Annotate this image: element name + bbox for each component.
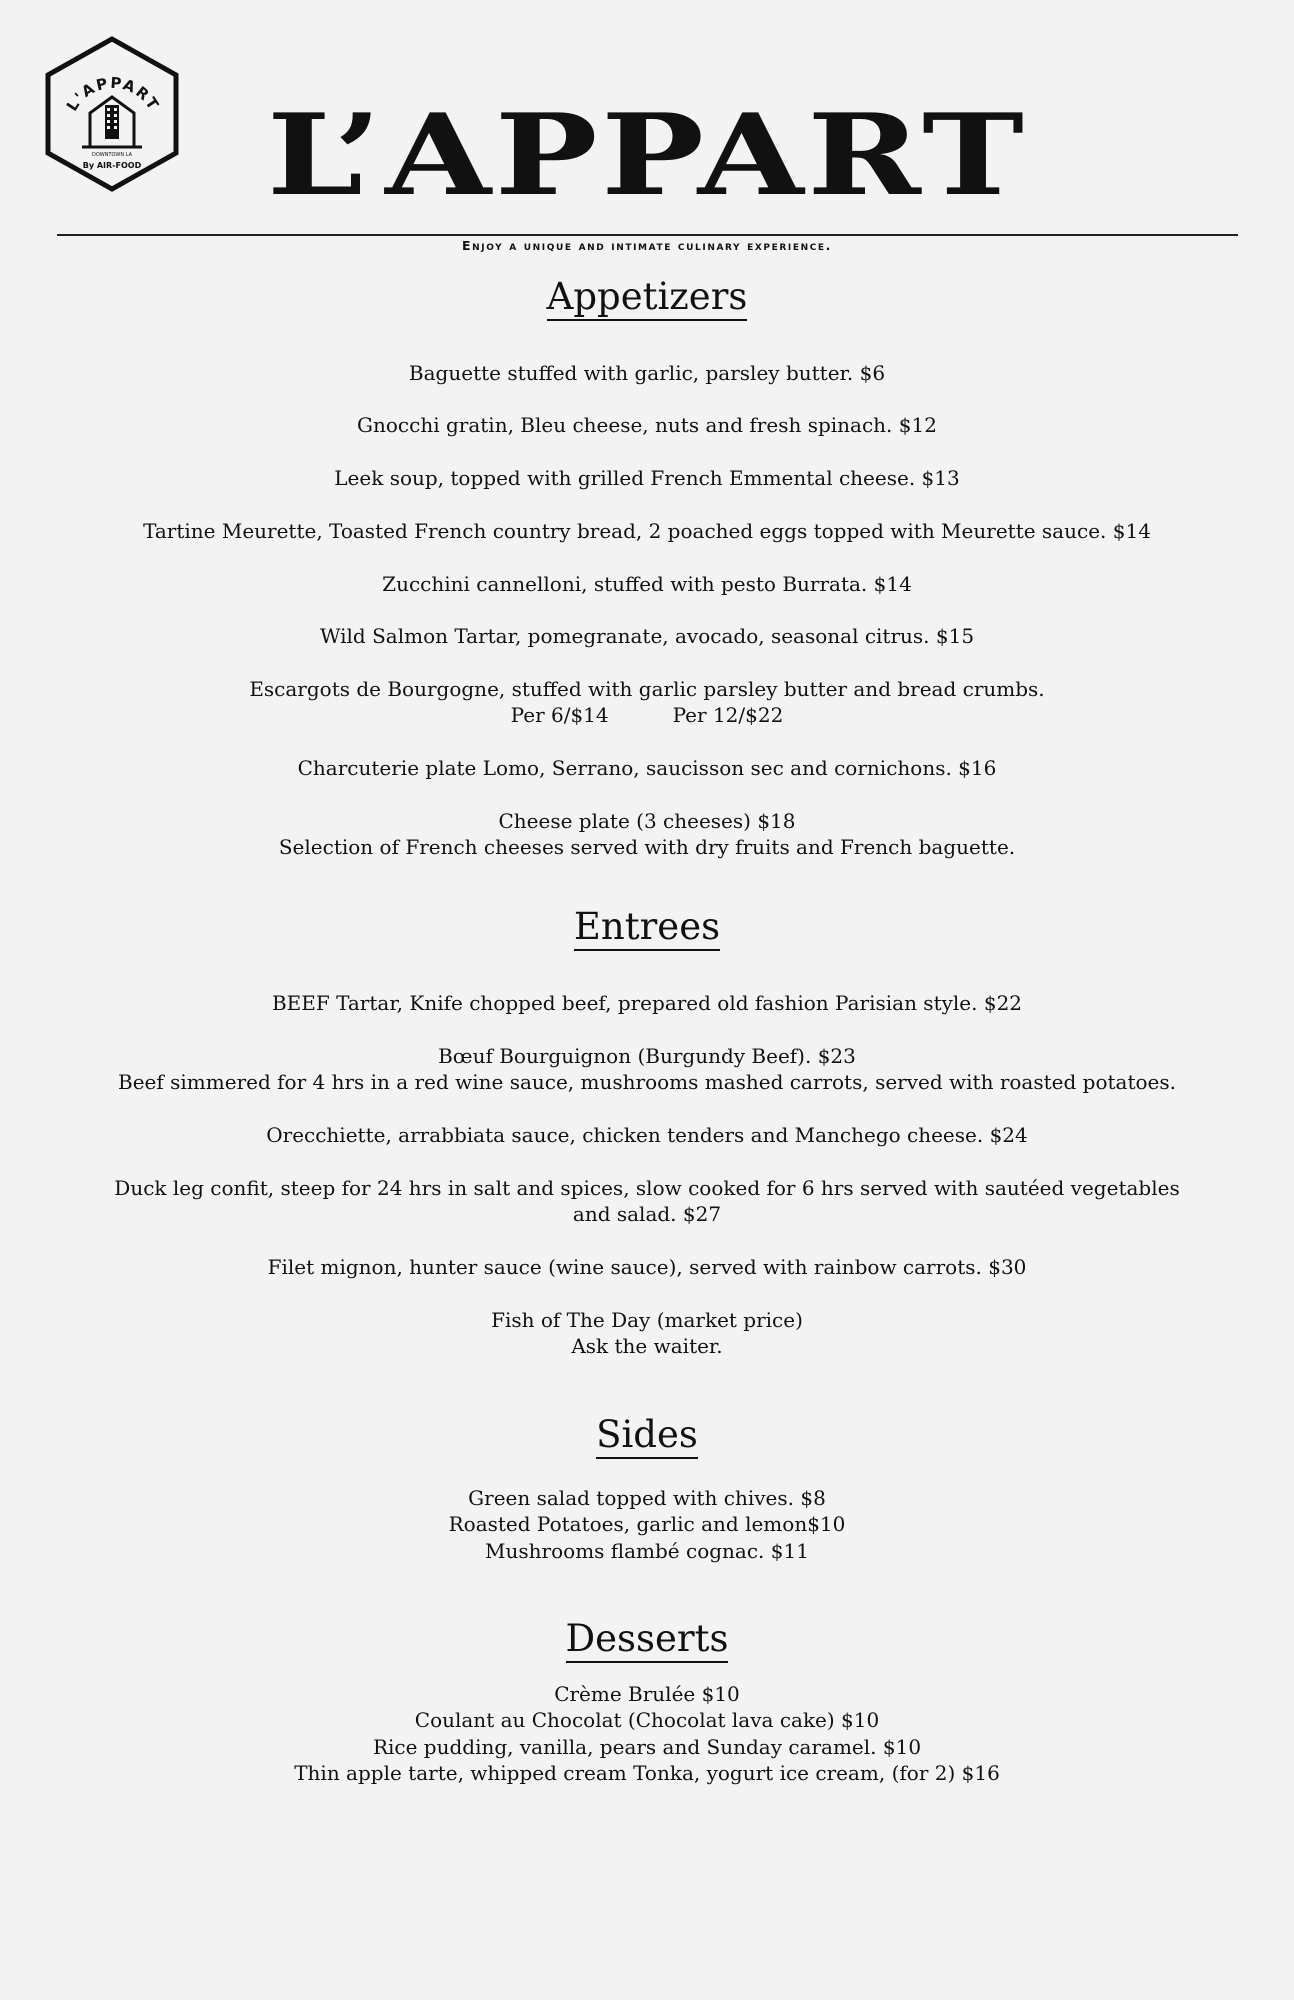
menu-item: Escargots de Bourgogne, stuffed with garlic parsley butter and bread crumbs. (249, 677, 1045, 701)
desserts-heading: Desserts (0, 1620, 1294, 1657)
menu-item-description: Selection of French cheeses served with dry fruits and French baguette. (278, 835, 1016, 859)
header-divider (57, 234, 1238, 236)
price-per-12: Per 12/$22 (672, 703, 784, 727)
logo-byline: By AIR-FOOD (82, 161, 142, 170)
menu-item-description: Beef simmered for 4 hrs in a red wine sauce, mushrooms mashed carrots, served with roasted potatoes. (118, 1070, 1176, 1094)
menu-item: Crème Brulée $10 (554, 1682, 740, 1706)
menu-item: Baguette stuffed with garlic, parsley butter. $6 (408, 361, 886, 385)
menu-item: Gnocchi gratin, Bleu cheese, nuts and fresh spinach. $12 (357, 413, 937, 437)
entrees-heading: Entrees (0, 908, 1294, 945)
logo-small-text: DOWNTOWN LA (91, 152, 133, 158)
menu-item-description: Ask the waiter. (571, 1334, 723, 1358)
menu-item: Tartine Meurette, Toasted French country bread, 2 poached eggs topped with Meurette sauce. $14 (143, 519, 1151, 543)
appetizers-heading: Appetizers (0, 278, 1294, 315)
sides-heading: Sides (0, 1416, 1294, 1453)
price-per-6: Per 6/$14 (510, 703, 609, 727)
menu-item: Mushrooms flambé cognac. $11 (485, 1539, 809, 1563)
menu-item: Filet mignon, hunter sauce (wine sauce), served with rainbow carrots. $30 (267, 1255, 1027, 1279)
menu-item: Thin apple tarte, whipped cream Tonka, yogurt ice cream, (for 2) $16 (294, 1761, 1000, 1785)
menu-item: Green salad topped with chives. $8 (468, 1486, 826, 1510)
menu-item: Bœuf Bourguignon (Burgundy Beef). $23 (438, 1044, 856, 1068)
menu-item: Roasted Potatoes, garlic and lemon$10 (448, 1512, 846, 1536)
escargot-prices (0, 702, 1294, 728)
logo-arc-text: L'APPART (62, 73, 164, 115)
menu-item: Duck leg confit, steep for 24 hrs in salt and spices, slow cooked for 6 hrs served with sautéed vegetables (114, 1176, 1180, 1200)
menu-item: Orecchiette, arrabbiata sauce, chicken tenders and Manchego cheese. $24 (266, 1123, 1028, 1147)
menu-item: Wild Salmon Tartar, pomegranate, avocado, seasonal citrus. $15 (319, 624, 975, 648)
menu-item: BEEF Tartar, Knife chopped beef, prepared old fashion Parisian style. $22 (271, 991, 1023, 1015)
menu-item: Leek soup, topped with grilled French Emmental cheese. $13 (334, 466, 960, 490)
menu-item: Rice pudding, vanilla, pears and Sunday caramel. $10 (372, 1735, 922, 1759)
menu-item: Fish of The Day (market price) (491, 1308, 803, 1332)
menu-item: Coulant au Chocolat (Chocolat lava cake) $10 (414, 1708, 880, 1732)
menu-item-continued: and salad. $27 (572, 1202, 722, 1226)
menu-item: Zucchini cannelloni, stuffed with pesto Burrata. $14 (382, 572, 912, 596)
menu-item: Cheese plate (3 cheeses) $18 (498, 809, 796, 833)
restaurant-title: L’APPART (266, 90, 1028, 221)
menu-item: Charcuterie plate Lomo, Serrano, saucisson sec and cornichons. $16 (297, 756, 997, 780)
tagline: Enjoy a unique and intimate culinary experience. (461, 238, 833, 253)
